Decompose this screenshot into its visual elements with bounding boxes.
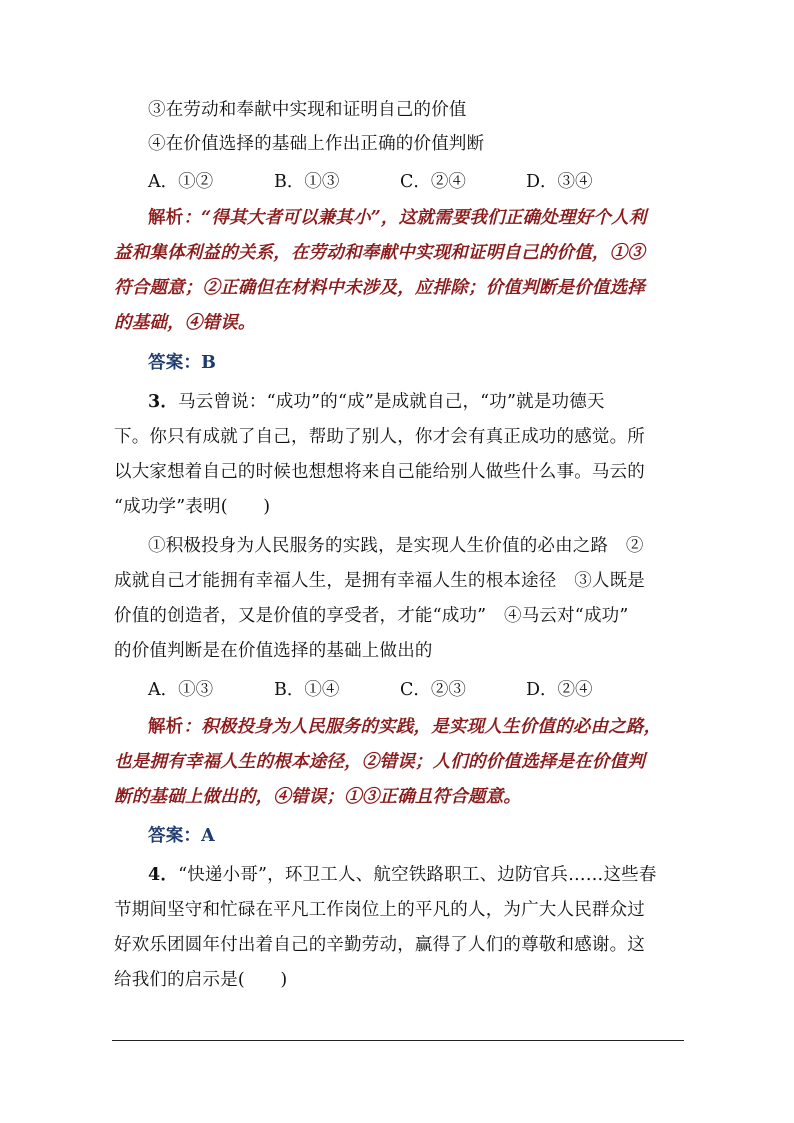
q2-options [148,165,652,199]
q3-option-a: A．①③ [148,680,214,700]
q3-analysis-label: 解析 [148,717,184,737]
q2-item-4: ④在价值选择的基础上作出正确的价值判断 [148,134,485,154]
footer-divider [112,1040,684,1041]
q3-stem-line-2: 下。你只有成就了自己，帮助了别人，你才会有真正成功的感觉。所 [114,427,645,447]
q3-option-c: C．②③ [400,680,466,700]
q4-stem-line-4: 给我们的启示是( ) [114,970,288,990]
q3-item-line-3: 价值的创造者，又是价值的享受者，才能“成功” ④马云对“成功” [114,606,629,626]
q2-item-3: ③在劳动和奉献中实现和证明自己的价值 [148,100,467,120]
q4-stem-line-2: 节期间坚守和忙碌在平凡工作岗位上的平凡的人，为广大人民群众过 [114,900,645,920]
q3-stem-line-3: 以大家想着自己的时候也想想将来自己能给别人做些什么事。马云的 [114,462,645,482]
q2-analysis-label: 解析 [148,208,184,228]
q4-stem-line-3: 好欢乐团圆年付出着自己的辛勤劳动，赢得了人们的尊敬和感谢。这 [114,935,645,955]
q3-stem-line-4: “成功学”表明( ) [114,497,271,517]
q3-options [148,673,652,707]
q3-analysis-line-2: 也是拥有幸福人生的根本途径，②错误；人们的价值选择是在价值判 [114,752,645,772]
q2-analysis-line-3: 符合题意；②正确但在材料中未涉及，应排除；价值判断是价值选择 [114,278,645,298]
q3-option-d: D．②④ [526,680,593,700]
q3-item-line-4: 的价值判断是在价值选择的基础上做出的 [114,641,433,661]
q2-analysis-line-2: 益和集体利益的关系，在劳动和奉献中实现和证明自己的价值，①③ [114,243,645,263]
q4-stem-line-1 [148,858,684,892]
q3-item-line-2: 成就自己才能拥有幸福人生，是拥有幸福人生的根本途径 ③人既是 [114,571,645,591]
q4-stem-text-1: “快递小哥”，环卫工人、航空铁路职工、边防官兵……这些春 [178,865,657,885]
q4-number: 4． [148,865,179,885]
q3-item-line-1: ①积极投身为人民服务的实践，是实现人生价值的必由之路 ② [148,536,644,556]
q2-analysis-line-1 [148,201,684,235]
q2-analysis-line-4: 的基础，④错误。 [114,313,256,333]
q3-stem-line-1 [148,385,684,419]
q3-analysis-text-1: ：积极投身为人民服务的实践，是实现人生价值的必由之路， [183,717,662,737]
q2-option-d: D．③④ [526,172,593,192]
q2-analysis-text-1: ：“得其大者可以兼其小”，这就需要我们正确处理好个人利 [183,208,647,228]
q2-answer: 答案：B [148,353,217,373]
q2-option-b: B．①③ [274,172,340,192]
q3-answer: 答案：A [148,826,215,846]
q2-option-c: C．②④ [400,172,466,192]
q2-option-a: A．①② [148,172,214,192]
q3-analysis-line-1 [148,710,684,744]
q3-option-b: B．①④ [274,680,340,700]
q3-number: 3． [148,392,179,412]
q3-analysis-line-3: 断的基础上做出的，④错误；①③正确且符合题意。 [114,787,522,807]
q3-stem-text-1: 马云曾说：“成功”的“成”是成就自己，“功”就是功德天 [178,392,605,412]
